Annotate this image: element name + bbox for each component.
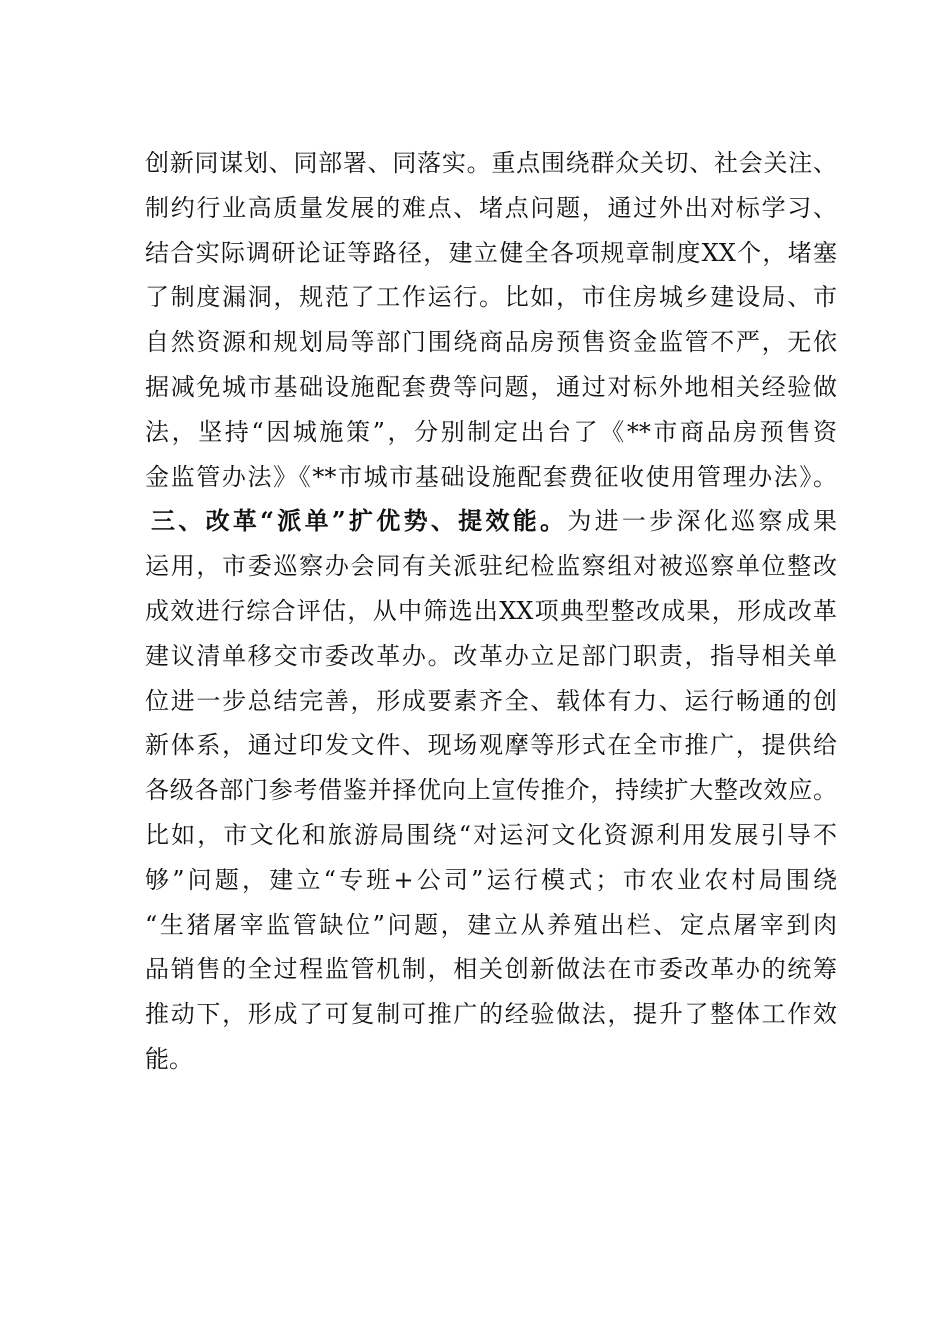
text-line: 能。: [145, 1044, 193, 1073]
text-line: 制约行业高质量发展的难点、堵点问题，通过外出对标学习、: [145, 193, 837, 222]
text-line: 各级各部门参考借鉴并择优向上宣传推介，持续扩大整改效应。: [145, 776, 837, 805]
text-line: 结合实际调研论证等路径，建立健全各项规章制度XX个，堵塞: [145, 238, 837, 267]
text-line: 成效进行综合评估，从中筛选出XX项典型整改成果，形成改革: [145, 596, 837, 625]
text-line: 推动下，形成了可复制可推广的经验做法，提升了整体工作效: [145, 1000, 837, 1029]
text-line: 品销售的全过程监管机制，相关创新做法在市委改革办的统筹: [145, 955, 837, 984]
text-line: 据减免城市基础设施配套费等问题，通过对标外地相关经验做: [145, 372, 837, 401]
text-line: 够”问题，建立“专班+公司”运行模式；市农业农村局围绕: [145, 865, 837, 894]
paragraph-regulations: [145, 141, 837, 499]
section-heading: 三、改革“派单”扩优势、提效能。: [151, 506, 568, 536]
text-line: “生猪屠宰监管缺位”问题，建立从养殖出栏、定点屠宰到肉: [145, 910, 837, 939]
text-line: 了制度漏洞，规范了工作运行。比如，市住房城乡建设局、市: [145, 283, 837, 312]
text-line: 金监管办法》《**市城市基础设施配套费征收使用管理办法》。: [145, 462, 837, 491]
paragraph-reform: [145, 499, 837, 1081]
text-line: 位进一步总结完善，形成要素齐全、载体有力、运行畅通的创: [145, 686, 837, 715]
text-line: 自然资源和规划局等部门围绕商品房预售资金监管不严，无依: [145, 328, 837, 357]
text-line: 比如，市文化和旅游局围绕“对运河文化资源利用发展引导不: [145, 820, 837, 849]
text-line: 新体系，通过印发文件、现场观摩等形式在全市推广，提供给: [145, 731, 837, 760]
text-line: 建议清单移交市委改革办。改革办立足部门职责，指导相关单: [145, 641, 837, 670]
heading-followup-text: 为进一步深化巡察成果: [567, 507, 838, 536]
text-line: [145, 499, 837, 544]
text-line: 运用，市委巡察办会同有关派驻纪检监察组对被巡察单位整改: [145, 552, 837, 581]
text-line: 法，坚持“因城施策”，分别制定出台了《**市商品房预售资: [145, 417, 837, 446]
text-line: 创新同谋划、同部署、同落实。重点围绕群众关切、社会关注、: [145, 149, 837, 177]
document-page: [145, 141, 837, 1082]
